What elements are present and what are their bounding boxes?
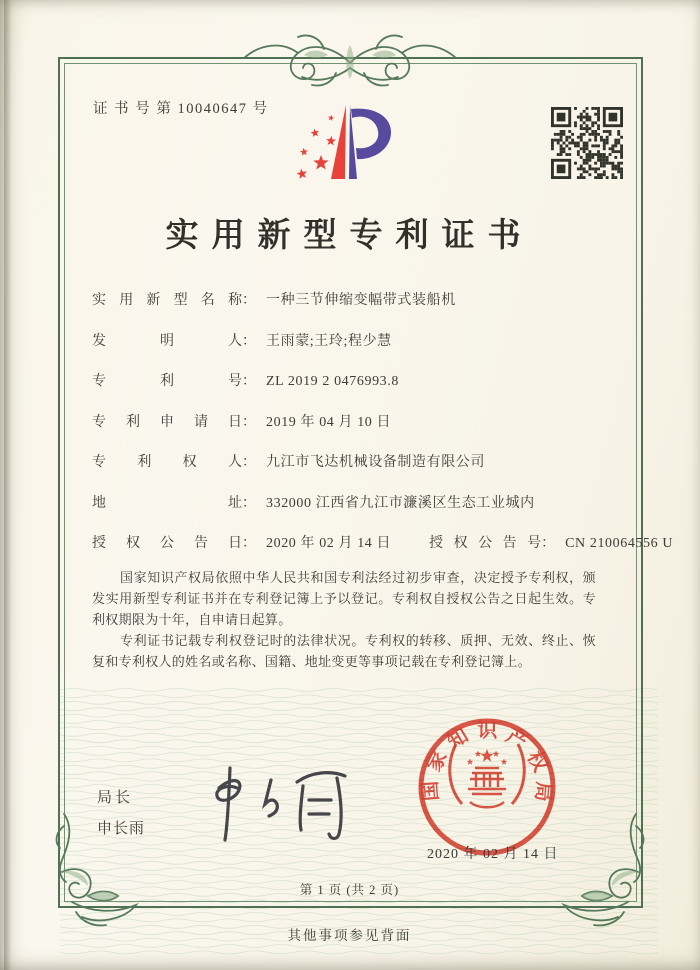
top-border-ornament [240,27,460,93]
field-row-name [92,291,612,311]
field-value: 2020 年 02 月 14 日 [266,536,392,551]
seal-text: 国家知识产权局 [419,719,555,803]
field-label: 专利号 [92,374,242,389]
ornament-left-half [244,36,350,86]
field-row-grant [92,534,674,554]
ornament-center-leaf [346,45,354,79]
signature-strokes [217,768,345,840]
field-colon: ： [242,293,256,308]
logo-stars [297,115,337,179]
field-label: 专利权人 [92,455,242,470]
certificate-title: 实用新型专利证书 [165,218,534,254]
emblem-stars [467,749,507,765]
field-label: 发明人 [92,333,242,349]
commissioner-signature [185,752,370,852]
field-row-inventors [92,332,612,352]
commissioner-title: 局长 [97,790,134,806]
back-page-note: 其他事项参见背面 [287,928,412,943]
commissioner-name: 申长雨 [97,821,146,837]
field-row-patentee [92,453,612,473]
field-row-address [92,494,612,514]
grant-number-label: 授权公告号 [429,536,542,551]
certificate-number: 证 书 号 第 10040647 号 [93,101,269,117]
grant-number-value: CN 210064556 U [565,536,674,551]
field-value: 一种三节伸缩变幅带式装船机 [266,293,456,308]
cnipa-patent-logo [293,102,405,184]
field-value: 332000 江西省九江市濂溪区生态工业城内 [266,495,535,511]
field-colon: ： [242,374,256,389]
field-value: 2019 年 04 月 10 日 [266,414,392,430]
grant-number-group [429,536,673,551]
field-row-filing-date [92,413,612,433]
logo-red-triangle [331,105,346,179]
page-number: 第 1 页 (共 2 页) [299,883,400,897]
field-label: 专利申请日 [92,414,242,430]
official-seal [412,712,562,862]
legal-text-section [92,567,596,672]
field-label: 实用新型名称 [92,293,242,308]
field-colon: ： [242,455,256,470]
register-paragraph: 专利证书记载专利权登记时的法律状况。专利权的转移、质押、无效、终止、恢复和专利权人的姓名或名称、国籍、地址变更等事项记载在专利登记簿上。 [92,633,596,669]
field-colon: ： [242,536,256,551]
field-colon: ： [242,495,256,511]
field-row-patent-number [92,372,612,392]
grant-paragraph: 国家知识产权局依照中华人民共和国专利法经过初步审查，决定授予专利权，颁发实用新型专利证书并在专利登记簿上予以登记。专利权自授权公告之日起生效。专利权期限为十年，自申请日起算。 [92,570,596,627]
fields-section [92,291,674,575]
field-value: 九江市飞达机械设备制造有限公司 [266,455,485,470]
emblem-gate [468,768,506,807]
qr-code [551,107,623,179]
seal-date: 2020 年 02 月 14 日 [427,847,559,862]
field-label: 授权公告日 [92,536,242,551]
logo-p-bowl [351,109,391,159]
field-colon: ： [541,536,556,551]
field-colon: ： [242,333,256,349]
field-value: ZL 2019 2 0476993.8 [266,374,399,389]
national-emblem [450,744,525,807]
field-label: 地址 [92,495,242,511]
ornament-right-half [350,36,456,86]
field-value: 王雨蒙;王玲;程少慧 [266,333,392,349]
field-colon: ： [242,414,256,430]
